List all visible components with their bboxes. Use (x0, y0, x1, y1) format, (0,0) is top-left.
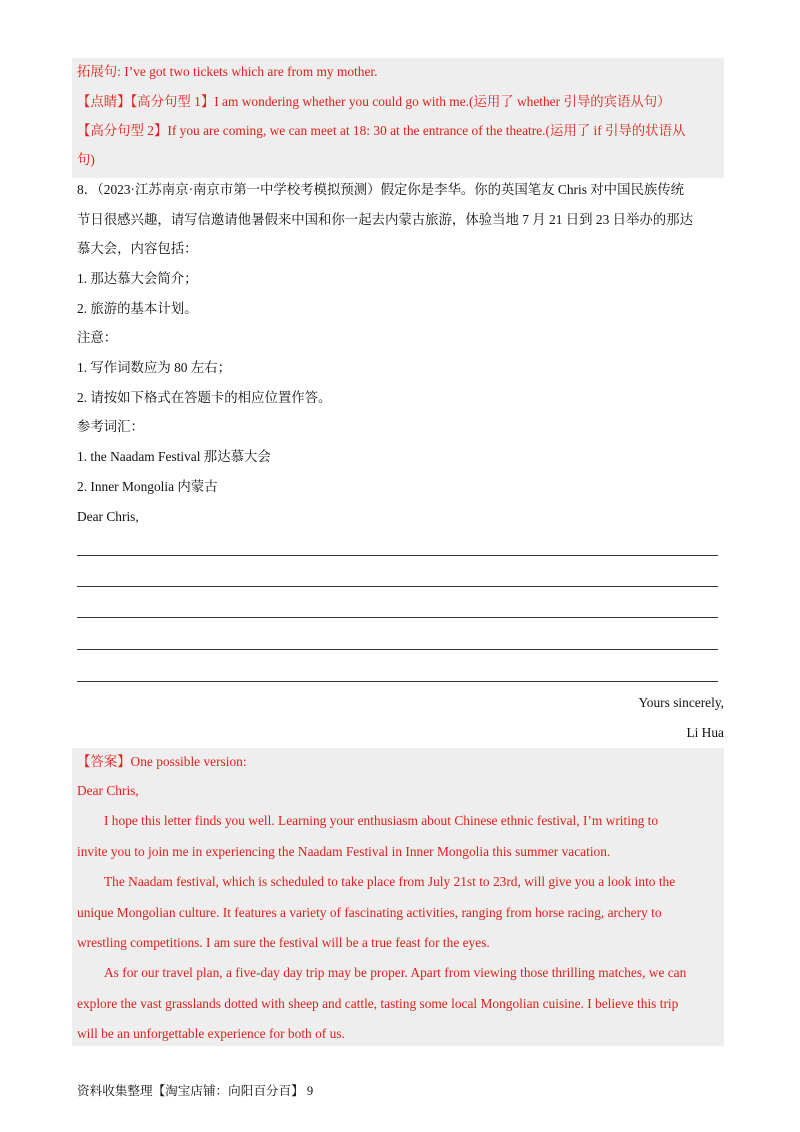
note-item-1: 1. 写作词数应为 80 左右； (77, 360, 231, 375)
vocab-item-1: 1. the Naadam Festival 那达慕大会 (77, 449, 271, 464)
answer-label: 【答案】One possible version: (77, 754, 247, 769)
answer-p2-line2: unique Mongolian culture. It features a variety of fascinating activities, ranging from horse racing, archery to (77, 905, 662, 920)
page-footer: 资料收集整理【淘宝店铺：向阳百分百】 9 (77, 1084, 314, 1098)
letter-signature: Li Hua (686, 725, 724, 740)
writing-line (77, 649, 718, 650)
vocab-item-2: 2. Inner Mongolia 内蒙古 (77, 479, 218, 494)
vocab-title: 参考词汇： (77, 419, 144, 434)
writing-line (77, 617, 718, 618)
writing-line (77, 681, 718, 682)
answer-p1-line1: I hope this letter finds you well. Learning your enthusiasm about Chinese ethnic festival, I’m writing to (104, 813, 659, 828)
answer-p3-line2: explore the vast grasslands dotted with sheep and cattle, tasting some local Mongolian cuisine. I believe this trip (77, 996, 679, 1011)
letter-closing: Yours sincerely, (638, 695, 724, 710)
writing-line (77, 586, 718, 587)
question-line-3: 慕大会，内容包括： (77, 241, 198, 256)
answer-salutation: Dear Chris, (77, 783, 139, 798)
question-line-2: 节日很感兴趣，请写信邀请他暑假来中国和你一起去内蒙古旅游，体验当地 7 月 21 日到 23 日举办的那达 (77, 212, 693, 227)
content-item-1: 1. 那达慕大会简介； (77, 271, 198, 286)
tip-sentence-2-cont: 句) (77, 152, 95, 167)
question-line-1: 8．（2023·江苏南京·南京市第一中学校考模拟预测）假定你是李华。你的英国笔友 Chris 对中国民族传统 (77, 182, 685, 197)
answer-p3-line1: As for our travel plan, a five-day day trip may be proper. Apart from viewing those thrilling matches, we can (104, 965, 687, 980)
letter-salutation: Dear Chris, (77, 509, 139, 524)
answer-p2-line1: The Naadam festival, which is scheduled to take place from July 21st to 23rd, will give you a look into the (104, 874, 676, 889)
note-item-2: 2. 请按如下格式在答题卡的相应位置作答。 (77, 390, 332, 405)
tip-sentence-1: 【点睛】【高分句型 1】I am wondering whether you could go with me.(运用了 whether 引导的宾语从句） (77, 94, 671, 109)
answer-p1-line2: invite you to join me in experiencing the Naadam Festival in Inner Mongolia this summer vacation. (77, 844, 611, 859)
answer-p3-line3: will be an unforgettable experience for both of us. (77, 1026, 345, 1041)
content-item-2: 2. 旅游的基本计划。 (77, 301, 198, 316)
answer-p2-line3: wrestling competitions. I am sure the festival will be a true feast for the eyes. (77, 935, 490, 950)
expanded-sentence: 拓展句: I’ve got two tickets which are from my mother. (77, 64, 378, 79)
writing-line (77, 555, 718, 556)
tip-sentence-2: 【高分句型 2】If you are coming, we can meet at 18: 30 at the entrance of the theatre.(运用了 if 引导的状语从 (77, 123, 686, 138)
note-title: 注意： (77, 330, 118, 345)
